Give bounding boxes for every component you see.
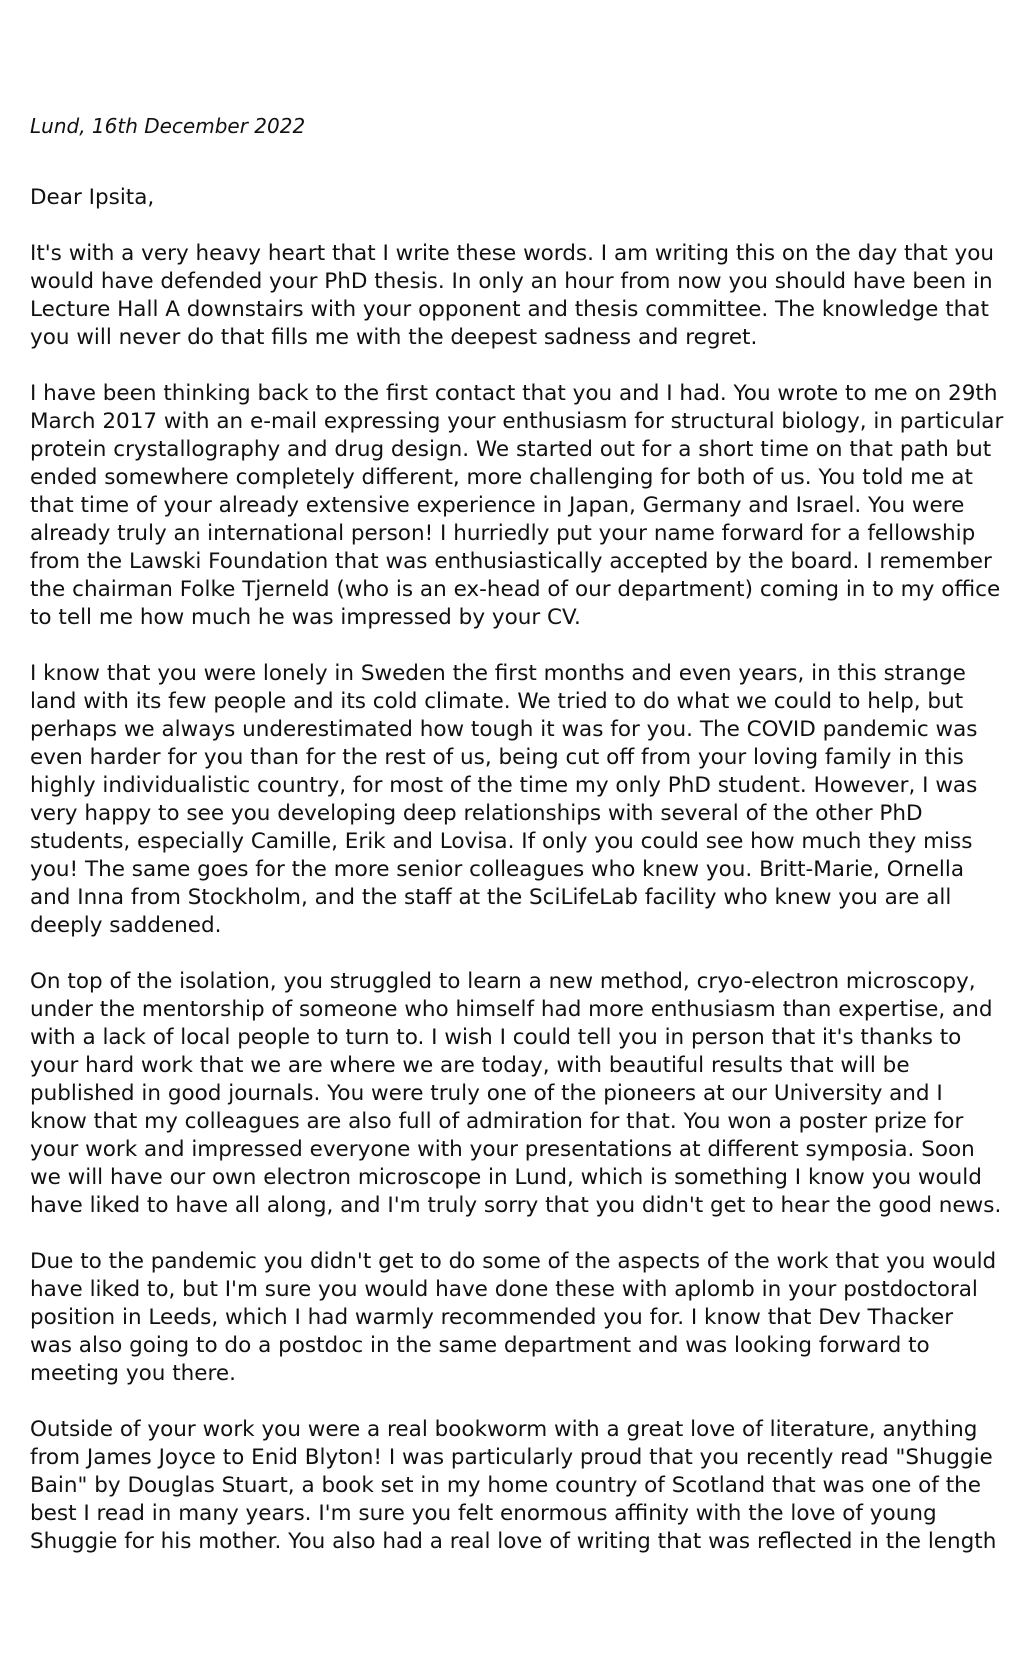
- paragraph-line: land with its few people and its cold climate. We tried to do what we could to help, but: [30, 689, 964, 714]
- paragraph-line: have liked to, but I'm sure you would have done these with aplomb in your postdoctoral: [30, 1277, 978, 1302]
- paragraph-line: Due to the pandemic you didn't get to do some of the aspects of the work that you would: [30, 1249, 997, 1274]
- paragraph-line: you! The same goes for the more senior colleagues who knew you. Britt-Marie, Ornella: [30, 857, 965, 882]
- paragraph-line: On top of the isolation, you struggled to learn a new method, cryo-electron microscopy,: [30, 969, 976, 994]
- paragraph-line: from the Lawski Foundation that was enthusiastically accepted by the board. I remember: [30, 549, 992, 574]
- paragraph-line: March 2017 with an e-mail expressing your enthusiasm for structural biology, in particular: [30, 409, 1004, 434]
- letter-paragraph: [30, 968, 1005, 1220]
- paragraph-line: published in good journals. You were truly one of the pioneers at our University and I: [30, 1081, 943, 1106]
- paragraph-line: Shuggie for his mother. You also had a real love of writing that was reflected in the length: [30, 1529, 997, 1554]
- letter-paragraph: [30, 240, 1005, 352]
- paragraph-line: Outside of your work you were a real bookworm with a great love of literature, anything: [30, 1417, 978, 1442]
- paragraph-line: Bain" by Douglas Stuart, a book set in my home country of Scotland that was one of the: [30, 1473, 981, 1498]
- paragraph-line: deeply saddened.: [30, 913, 222, 938]
- paragraph-line: ended somewhere completely different, more challenging for both of us. You told me at: [30, 465, 973, 490]
- paragraph-line: under the mentorship of someone who himself had more enthusiasm than expertise, and: [30, 997, 993, 1022]
- letter-date: Lund, 16th December 2022: [30, 114, 306, 138]
- paragraph-line: I know that you were lonely in Sweden the first months and even years, in this strange: [30, 661, 966, 686]
- letter-body: [30, 240, 1005, 1584]
- paragraph-line: to tell me how much he was impressed by your CV.: [30, 605, 581, 630]
- paragraph-line: your hard work that we are where we are today, with beautiful results that will be: [30, 1053, 910, 1078]
- letter-salutation: Dear Ipsita,: [30, 185, 155, 210]
- paragraph-line: perhaps we always underestimated how tough it was for you. The COVID pandemic was: [30, 717, 978, 742]
- paragraph-line: It's with a very heavy heart that I write these words. I am writing this on the day that you: [30, 241, 995, 266]
- paragraph-line: that time of your already extensive experience in Japan, Germany and Israel. You were: [30, 493, 965, 518]
- letter-paragraph: [30, 660, 1005, 940]
- paragraph-line: was also going to do a postdoc in the same department and was looking forward to: [30, 1333, 930, 1358]
- letter-paragraph: [30, 1416, 1005, 1556]
- paragraph-line: very happy to see you developing deep relationships with several of the other PhD: [30, 801, 923, 826]
- paragraph-line: protein crystallography and drug design. We started out for a short time on that path but: [30, 437, 992, 462]
- paragraph-line: already truly an international person! I hurriedly put your name forward for a fellowship: [30, 521, 976, 546]
- paragraph-line: I have been thinking back to the first contact that you and I had. You wrote to me on 29th: [30, 381, 998, 406]
- paragraph-line: know that my colleagues are also full of admiration for that. You won a poster prize for: [30, 1109, 964, 1134]
- paragraph-line: have liked to have all along, and I'm truly sorry that you didn't get to hear the good news.: [30, 1193, 1002, 1218]
- letter-paragraph: [30, 1248, 1005, 1388]
- paragraph-line: highly individualistic country, for most of the time my only PhD student. However, I was: [30, 773, 978, 798]
- paragraph-line: from James Joyce to Enid Blyton! I was particularly proud that you recently read "Shuggie: [30, 1445, 993, 1470]
- paragraph-line: your work and impressed everyone with your presentations at different symposia. Soon: [30, 1137, 975, 1162]
- paragraph-line: we will have our own electron microscope in Lund, which is something I know you would: [30, 1165, 982, 1190]
- paragraph-line: Lecture Hall A downstairs with your opponent and thesis committee. The knowledge that: [30, 297, 989, 322]
- paragraph-line: you will never do that fills me with the deepest sadness and regret.: [30, 325, 758, 350]
- letter-paragraph: [30, 380, 1005, 632]
- paragraph-line: position in Leeds, which I had warmly recommended you for. I know that Dev Thacker: [30, 1305, 954, 1330]
- paragraph-line: students, especially Camille, Erik and Lovisa. If only you could see how much they miss: [30, 829, 973, 854]
- paragraph-line: best I read in many years. I'm sure you felt enormous affinity with the love of young: [30, 1501, 937, 1526]
- paragraph-line: the chairman Folke Tjerneld (who is an ex-head of our department) coming in to my office: [30, 577, 1001, 602]
- paragraph-line: and Inna from Stockholm, and the staff at the SciLifeLab facility who knew you are all: [30, 885, 952, 910]
- paragraph-line: would have defended your PhD thesis. In only an hour from now you should have been in: [30, 269, 993, 294]
- paragraph-line: with a lack of local people to turn to. I wish I could tell you in person that it's thanks to: [30, 1025, 962, 1050]
- paragraph-line: even harder for you than for the rest of us, being cut off from your loving family in this: [30, 745, 964, 770]
- paragraph-line: meeting you there.: [30, 1361, 236, 1386]
